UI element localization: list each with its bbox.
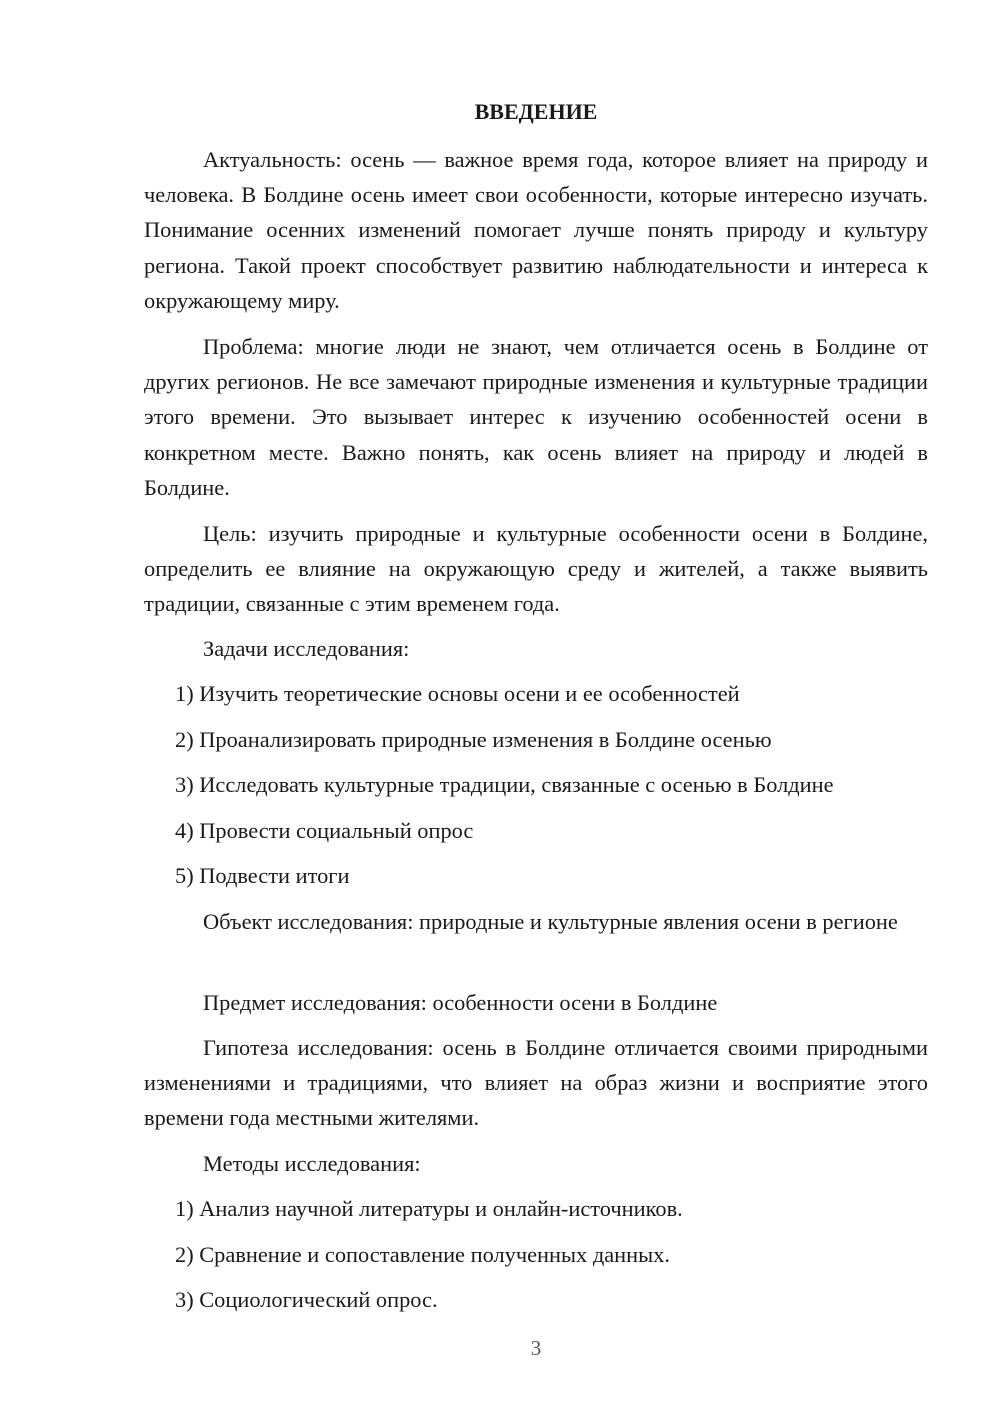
methods-heading: Методы исследования:	[203, 1151, 421, 1176]
method-item: 3) Социологический опрос.	[175, 1287, 438, 1312]
task-item: 2) Проанализировать природные изменения в Болдине осенью	[175, 727, 772, 752]
page-title: ВВЕДЕНИЕ	[474, 99, 598, 124]
problem-paragraph: Проблема: многие люди не знают, чем отличается осень в Болдине от других регионов. Не все замечают природные изменения и культурные традиции этого времени. Это вызывает интерес к изучению особенностей осени в конкретном месте. Важно понять, как осень влияет на природу и людей в Болдине.	[144, 334, 928, 500]
hypothesis-paragraph: Гипотеза исследования: осень в Болдине отличается своими природными изменениями и традициями, что влияет на образ жизни и восприятие этого времени года местными жителями.	[144, 1035, 928, 1131]
task-item: 1) Изучить теоретические основы осени и ее особенностей	[175, 681, 740, 706]
task-item: 5) Подвести итоги	[175, 863, 350, 888]
object-paragraph: Объект исследования: природные и культурные явления осени в регионе	[203, 909, 898, 934]
actuality-paragraph: Актуальность: осень — важное время года, которое влияет на природу и человека. В Болдине осень имеет свои особенности, которые интересно изучать. Понимание осенних изменений помогает лучше понять природу и культуру региона. Такой проект способствует развитию наблюдательности и интереса к окружающему миру.	[144, 147, 928, 313]
goal-paragraph: Цель: изучить природные и культурные особенности осени в Болдине, определить ее влияние на окружающую среду и жителей, а также выявить традиции, связанные с этим временем года.	[144, 521, 928, 617]
task-item: 4) Провести социальный опрос	[175, 818, 474, 843]
tasks-heading: Задачи исследования:	[203, 636, 410, 661]
subject-paragraph: Предмет исследования: особенности осени в Болдине	[203, 990, 718, 1015]
page-number: 3	[530, 1336, 542, 1360]
method-item: 2) Сравнение и сопоставление полученных данных.	[175, 1242, 670, 1267]
task-item: 3) Исследовать культурные традиции, связанные с осенью в Болдине	[175, 772, 834, 797]
method-item: 1) Анализ научной литературы и онлайн-источников.	[175, 1196, 683, 1221]
